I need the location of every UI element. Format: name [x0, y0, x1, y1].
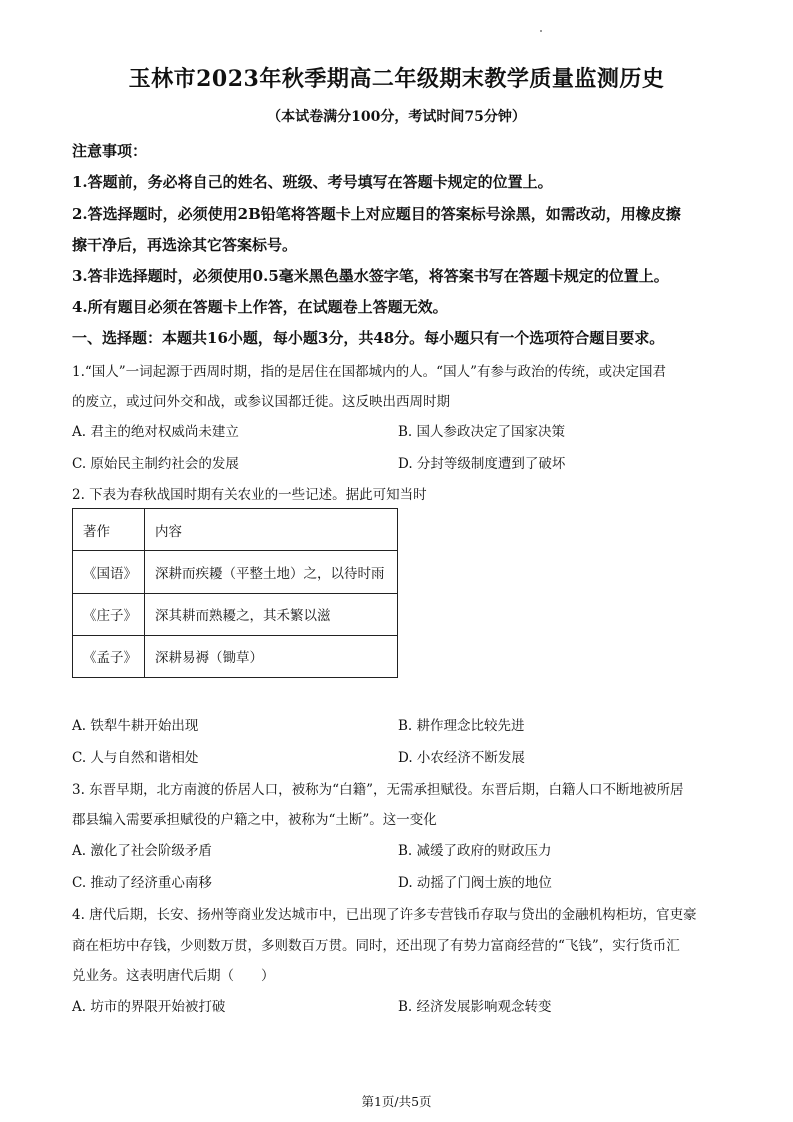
q2-option-b[interactable]: B. 耕作理念比较先进	[398, 718, 525, 734]
q3-option-a[interactable]: A. 激化了社会阶级矛盾	[72, 843, 212, 859]
table-header-cell: 著作	[73, 509, 145, 551]
notice-item: 4.所有题目必须在答题卡上作答，在试题卷上答题无效。	[72, 298, 448, 316]
notice-item: 2.答选择题时，必须使用2B铅笔将答题卡上对应题目的答案标号涂黑，如需改动，用橡皮擦	[72, 205, 681, 223]
q2-option-d[interactable]: D. 小农经济不断发展	[398, 750, 525, 766]
section-heading: 一、选择题：本题共16小题，每小题3分，共48分。每小题只有一个选项符合题目要求。	[72, 329, 665, 347]
notice-item: 擦干净后，再选涂其它答案标号。	[72, 236, 298, 254]
table-row	[73, 635, 398, 677]
notice-heading: 注意事项：	[72, 142, 148, 160]
page-number: 第1页/共5页	[361, 1094, 432, 1109]
q3-option-c[interactable]: C. 推动了经济重心南移	[72, 875, 212, 891]
question-4-line: 兑业务。这表明唐代后期（ ）	[72, 968, 275, 984]
notice-item: 1.答题前，务必将自己的姓名、班级、考号填写在答题卡规定的位置上。	[72, 173, 553, 191]
q1-option-b[interactable]: B. 国人参政决定了国家决策	[398, 424, 566, 440]
question-3-line: 郡县编入需要承担赋役的户籍之中，被称为“土断”。这一变化	[72, 812, 437, 828]
table-cell: 深耕易褥（锄草）	[145, 635, 398, 677]
notice-item: 3.答非选择题时，必须使用0.5毫米黑色墨水签字笔，将答案书写在答题卡规定的位置上。	[72, 267, 669, 285]
table-cell: 《孟子》	[73, 635, 145, 677]
q4-option-b[interactable]: B. 经济发展影响观念转变	[398, 999, 552, 1015]
q1-option-c[interactable]: C. 原始民主制约社会的发展	[72, 456, 239, 472]
question-1-line: 的废立，或过问外交和战，或参议国都迁徙。这反映出西周时期	[72, 394, 450, 410]
q3-option-d[interactable]: D. 动摇了门阀士族的地位	[398, 875, 552, 891]
table-cell: 深其耕而熟耰之，其禾繁以滋	[145, 593, 398, 635]
q2-option-c[interactable]: C. 人与自然和谐相处	[72, 750, 199, 766]
exam-subtitle: （本试卷满分100分，考试时间75分钟）	[267, 109, 526, 125]
exam-title: 玉林市2023年秋季期高二年级期末教学质量监测历史	[128, 66, 665, 92]
table-header-row	[73, 509, 398, 551]
q2-option-a[interactable]: A. 铁犁牛耕开始出现	[72, 718, 199, 734]
table-cell: 《庄子》	[73, 593, 145, 635]
agriculture-table	[72, 508, 398, 678]
table-cell: 深耕而疾耰（平整土地）之，以待时雨	[145, 551, 398, 593]
table-cell: 《国语》	[73, 551, 145, 593]
scan-dot	[540, 30, 542, 32]
question-1-line: 1.“国人”一词起源于西周时期，指的是居住在国都城内的人。“国人”有参与政治的传统，或决定国君	[72, 364, 666, 380]
question-2-line: 2. 下表为春秋战国时期有关农业的一些记述。据此可知当时	[72, 487, 427, 503]
table-header-cell: 内容	[145, 509, 398, 551]
table-row	[73, 551, 398, 593]
question-3-line: 3. 东晋早期，北方南渡的侨居人口，被称为“白籍”，无需承担赋役。东晋后期，白籍人口不断地被所居	[72, 782, 684, 798]
table-row	[73, 593, 398, 635]
q4-option-a[interactable]: A. 坊市的界限开始被打破	[72, 999, 226, 1015]
question-4-line: 4. 唐代后期，长安、扬州等商业发达城市中，已出现了许多专营钱币存取与贷出的金融机构柜坊，官吏豪	[72, 907, 697, 923]
q3-option-b[interactable]: B. 减缓了政府的财政压力	[398, 843, 552, 859]
q1-option-d[interactable]: D. 分封等级制度遭到了破坏	[398, 456, 566, 472]
q1-option-a[interactable]: A. 君主的绝对权威尚未建立	[72, 424, 239, 440]
question-4-line: 商在柜坊中存钱，少则数万贯，多则数百万贯。同时，还出现了有势力富商经营的“飞钱”，实行货币汇	[72, 938, 680, 954]
